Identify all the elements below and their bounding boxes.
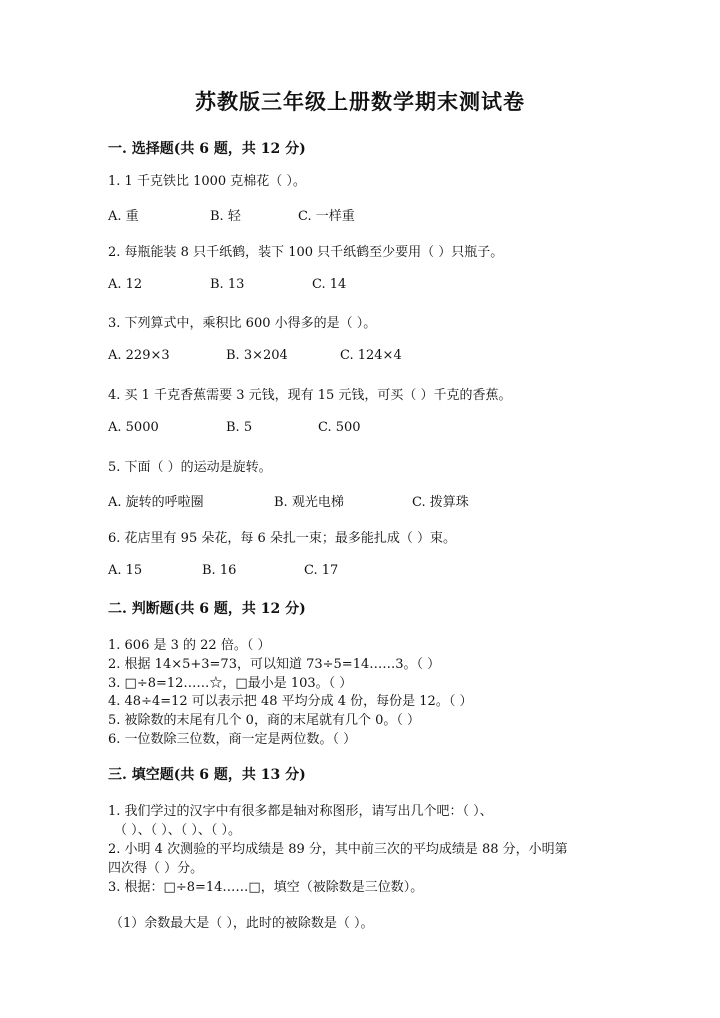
option: B. 轻 bbox=[210, 209, 241, 224]
option: A. 12 bbox=[108, 277, 143, 292]
option: C. 拨算珠 bbox=[412, 495, 469, 510]
page-title: 苏教版三年级上册数学期末测试卷 bbox=[195, 89, 525, 114]
option: B. 16 bbox=[202, 563, 237, 578]
question-text: 5. 下面（ ）的运动是旋转。 bbox=[108, 460, 272, 475]
option: B. 5 bbox=[226, 420, 253, 435]
section-header-judgement: 二. 判断题(共 6 题，共 12 分) bbox=[108, 601, 306, 617]
fill-blank-line: 四次得（ ）分。 bbox=[108, 861, 204, 876]
option: A. 5000 bbox=[108, 420, 159, 435]
judgement-item: 5. 被除数的末尾有几个 0，商的末尾就有几个 0。（ ） bbox=[108, 713, 420, 728]
option: C. 17 bbox=[304, 563, 339, 578]
section-header-fill-blank: 三. 填空题(共 6 题，共 13 分) bbox=[108, 767, 306, 783]
option: B. 观光电梯 bbox=[274, 495, 344, 510]
option: C. 一样重 bbox=[298, 209, 355, 224]
option: C. 124×4 bbox=[340, 348, 402, 363]
option: A. 15 bbox=[108, 563, 143, 578]
fill-blank-line: 3. 根据：□÷8=14……□，填空（被除数是三位数）。 bbox=[108, 880, 424, 895]
question-text: 3. 下列算式中，乘积比 600 小得多的是（ ）。 bbox=[108, 316, 377, 331]
option: A. 229×3 bbox=[108, 348, 170, 363]
option: B. 3×204 bbox=[226, 348, 288, 363]
section-header-choice: 一. 选择题(共 6 题，共 12 分) bbox=[108, 141, 306, 157]
fill-blank-line: 1. 我们学过的汉字中有很多都是轴对称图形，请写出几个吧：（ ）、 bbox=[108, 804, 493, 819]
judgement-item: 4. 48÷4=12 可以表示把 48 平均分成 4 份，每份是 12。（ ） bbox=[108, 694, 473, 709]
judgement-item: 2. 根据 14×5+3=73，可以知道 73÷5=14……3。（ ） bbox=[108, 657, 441, 672]
fill-blank-subline: （1）余数最大是（ ），此时的被除数是（ ）。 bbox=[110, 916, 374, 931]
question-text: 1. 1 千克铁比 1000 克棉花（ ）。 bbox=[108, 174, 306, 189]
option: A. 重 bbox=[108, 209, 139, 224]
fill-blank-line: （ ）、（ ）、（ ）、（ ）。 bbox=[114, 823, 242, 838]
question-text: 2. 每瓶能装 8 只千纸鹤，装下 100 只千纸鹤至少要用（ ）只瓶子。 bbox=[108, 245, 504, 260]
option: A. 旋转的呼啦圈 bbox=[108, 495, 204, 510]
judgement-item: 1. 606 是 3 的 22 倍。（ ） bbox=[108, 638, 271, 653]
judgement-item: 6. 一位数除三位数，商一定是两位数。（ ） bbox=[108, 732, 357, 747]
option: C. 14 bbox=[312, 277, 347, 292]
question-text: 4. 买 1 千克香蕉需要 3 元钱，现有 15 元钱，可买（ ）千克的香蕉。 bbox=[108, 388, 512, 403]
option: C. 500 bbox=[318, 420, 361, 435]
option: B. 13 bbox=[210, 277, 245, 292]
judgement-item: 3. □÷8=12……☆，□最小是 103。（ ） bbox=[108, 676, 353, 691]
question-text: 6. 花店里有 95 朵花，每 6 朵扎一束；最多能扎成（ ）束。 bbox=[108, 531, 457, 546]
fill-blank-line: 2. 小明 4 次测验的平均成绩是 89 分，其中前三次的平均成绩是 88 分，小明第 bbox=[108, 842, 568, 857]
